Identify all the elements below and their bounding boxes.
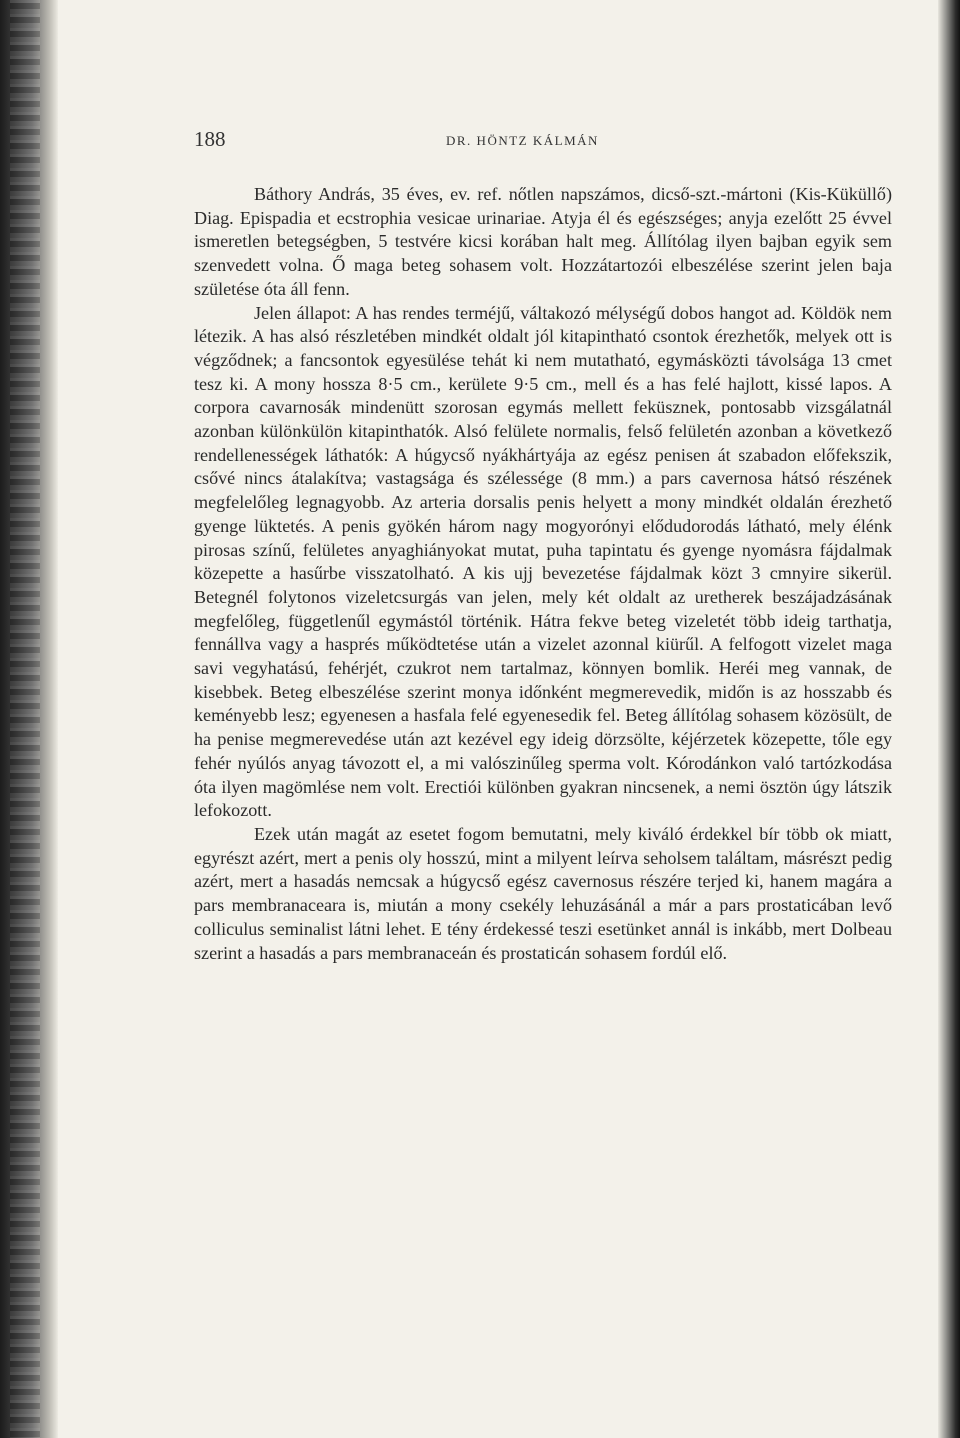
scan-binding-edge <box>0 0 58 1438</box>
page-number: 188 <box>194 127 226 151</box>
paragraph-present-state: Jelen állapot: A has rendes terméjű, váltakozó mélységű dobos hangot ad. Köldök nem létezik. A has alsó részletében mindkét oldalt jól kitapintható csontok érezhetők, melyek ott is végződnek; a fancsontok egyesülése tehát ki nem mutatható, egymásközti távolsága 13 cmet tesz ki. A mony hossza 8·5 cm., kerülete 9·5 cm., mell és a has felé hajlott, kissé lapos. A corpora cavarnosák mindenütt szorosan egymás mellett feküsznek, pontosabb vizsgálatnál azonban különkülön kitapinthatók. Alsó felülete normalis, felső felületén azonban a következő rendellenességek láthatók: A húgycső nyákhártyája az egész penisen át szabadon előfekszik, csővé nincs átalakítva; vastagsága és szélessége (8 mm.) a pars cavernosa hátsó részének megfelelőleg legnagyobb. Az arteria dorsalis penis helyett a mony mindkét oldalán érezhető gyenge lüktetés. A penis gyökén három nagy mogyorónyi elődudorodás látható, mely élénk pirosas színű, felületes anyaghiányokat mutat, puha tapintatu és gyenge nyomásra fájdalmak közepette a hasűrbe visszatolható. A kis ujj bevezetése fájdalmak közt 3 cmnyire sikerül. Betegnél folytonos vizeletcsurgás van jelen, mely két oldalt az uretherek beszájadzásának megfelőleg, függetlenűl egymástól történik. Hátra fekve beteg vizeletét több ideig tarthatja, fennállva vagy a hasprés működtetése után a vizelet azonnal kiürűl. A felfogott vizelet maga savi vegyhatású, fehérjét, czukrot nem tartalmaz, könnyen bomlik. Heréi meg vannak, de kisebbek. Beteg elbeszélése szerint monya időnként megmerevedik, midőn is az hosszabb és keményebb lesz; egyenesen a hasfala felé egyenesedik fel. Beteg állítólag sohasem közösült, de ha penise megmerevedése után azt kezével egy ideig dörzsölte, kéjérzetek közepette, tőle egy fehér nyúlós anyag távozott el, a mi valószinűleg sperma volt. Kórodánkon való tartózkodása óta ilyen magömlése nem volt. Erectiói különben gyakran nincsenek, a nemi ösztön úgy látszik lefokozott. <box>194 302 892 821</box>
paragraph-discussion: Ezek után magát az esetet fogom bemutatni, mely kiváló érdekkel bír több ok miatt, egyrészt azért, mert a penis oly hosszú, mint a milyent leírva seholsem találtam, másrészt pedig azért, mert a hasadás nemcsak a húgycső egész cavernosus részére terjed ki, hanem magára a pars membranaceara is, miután a mony csekély lehuzásánál a már a pars prostaticában levő colliculus seminalist látni lehet. E tény érdekessé teszi esetünket annál is inkább, mert Dolbeau szerint a hasadás a pars membranaceán és prostaticán sohasem fordúl elő. <box>194 823 892 963</box>
scan-right-edge <box>938 0 960 1438</box>
page-header <box>194 127 894 161</box>
running-head: DR. HÖNTZ KÁLMÁN <box>446 133 599 148</box>
body-text <box>194 183 892 965</box>
paragraph-case-history: Báthory András, 35 éves, ev. ref. nőtlen napszámos, dicső-szt.-mártoni (Kis-Küküllő) Diag. Epispadia et ecstrophia vesicae urinariae. Atyja él és egészséges; anyja ezelőtt 25 évvel ismeretlen betegségben, 5 testvére kicsi korában halt meg. Állítólag ilyen bajban egyik sem szenvedett volna. Ő maga beteg sohasem volt. Hozzátartozói elbeszélése szerint jelen baja születése óta áll fenn. <box>194 184 892 299</box>
